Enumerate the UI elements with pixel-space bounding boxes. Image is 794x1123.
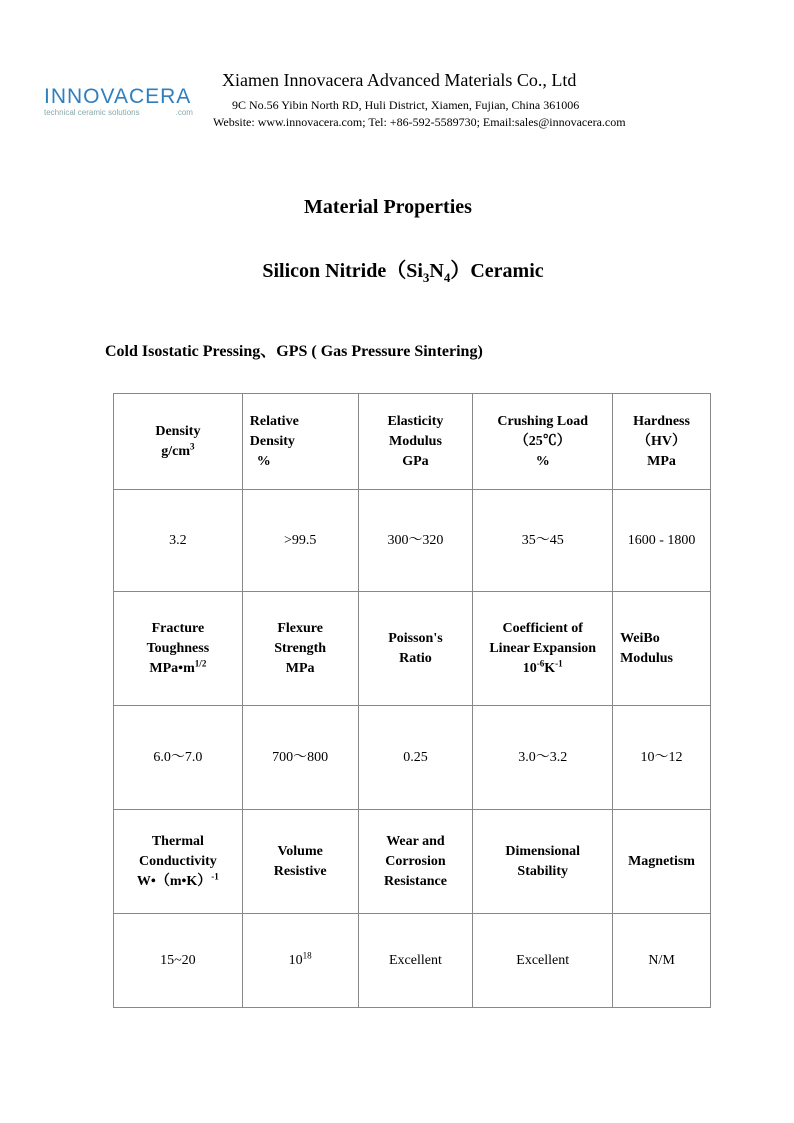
header-magnetism: Magnetism bbox=[613, 810, 711, 914]
table-row bbox=[114, 490, 711, 592]
value-relative-density: >99.5 bbox=[242, 490, 358, 592]
header-relative-density: Relative Density % bbox=[242, 394, 358, 490]
header-volume-resistive: Volume Resistive bbox=[242, 810, 358, 914]
value-dimensional-stability: Excellent bbox=[473, 914, 613, 1008]
value-crushing-load: 35～45 bbox=[473, 490, 613, 592]
table-row bbox=[114, 706, 711, 810]
table-row bbox=[114, 592, 711, 706]
value-poisson-ratio: 0.25 bbox=[358, 706, 473, 810]
value-magnetism: N/M bbox=[613, 914, 711, 1008]
innovacera-logo bbox=[44, 86, 194, 117]
company-address: 9C No.56 Yibin North RD, Huli District, Xiamen, Fujian, China 361006 bbox=[232, 98, 580, 112]
logo-tagline: technical ceramic solutions bbox=[44, 108, 140, 117]
header-poisson-ratio: Poisson's Ratio bbox=[358, 592, 473, 706]
header-elasticity: Elasticity Modulus GPa bbox=[358, 394, 473, 490]
header-weibo-modulus: WeiBo Modulus bbox=[613, 592, 711, 706]
properties-table bbox=[113, 393, 711, 1008]
value-thermal-conductivity: 15~20 bbox=[114, 914, 243, 1008]
header-dimensional-stability: Dimensional Stability bbox=[473, 810, 613, 914]
value-volume-resistive: $10^{18}$ bbox=[242, 914, 358, 1008]
header-hardness: Hardness （HV） MPa bbox=[613, 394, 711, 490]
table-row bbox=[114, 914, 711, 1008]
value-wear-corrosion: Excellent bbox=[358, 914, 473, 1008]
process-heading: Cold Isostatic Pressing、GPS ( Gas Pressure Sintering) bbox=[105, 343, 483, 360]
table-row bbox=[114, 394, 711, 490]
header-density: Density $g/cm^3$ bbox=[114, 394, 243, 490]
company-contact: Website: www.innovacera.com; Tel: +86-592-5589730; Email:sales@innovacera.com bbox=[213, 115, 626, 129]
value-elasticity: 300～320 bbox=[358, 490, 473, 592]
logo-wordmark: INNOVACERA bbox=[44, 85, 192, 108]
table-row bbox=[114, 810, 711, 914]
header-flexure-strength: Flexure Strength MPa bbox=[242, 592, 358, 706]
value-linear-expansion: 3.0～3.2 bbox=[473, 706, 613, 810]
value-flexure-strength: 700～800 bbox=[242, 706, 358, 810]
header-crushing-load: Crushing Load （25℃） % bbox=[473, 394, 613, 490]
value-hardness: 1600 - 1800 bbox=[613, 490, 711, 592]
page-title: Material Properties bbox=[304, 196, 472, 218]
header-thermal-conductivity: Thermal Conductivity W•（m•K）$^{-1}$ bbox=[114, 810, 243, 914]
header-fracture-toughness: Fracture Toughness $MPa•m^{1/2}$ bbox=[114, 592, 243, 706]
page-subtitle: Silicon $Nitride(Si_3N_4)Ceramic$ bbox=[262, 260, 544, 285]
value-weibo-modulus: 10～12 bbox=[613, 706, 711, 810]
company-name: Xiamen Innovacera Advanced Materials Co., Ltd bbox=[222, 70, 577, 90]
logo-com: .com bbox=[175, 108, 193, 117]
header-linear-expansion: Coefficient of Linear Expansion $10^{-6}K^{-1}$ bbox=[473, 592, 613, 706]
value-density: 3.2 bbox=[114, 490, 243, 592]
value-fracture-toughness: 6.0～7.0 bbox=[114, 706, 243, 810]
header-wear-corrosion: Wear and Corrosion Resistance bbox=[358, 810, 473, 914]
